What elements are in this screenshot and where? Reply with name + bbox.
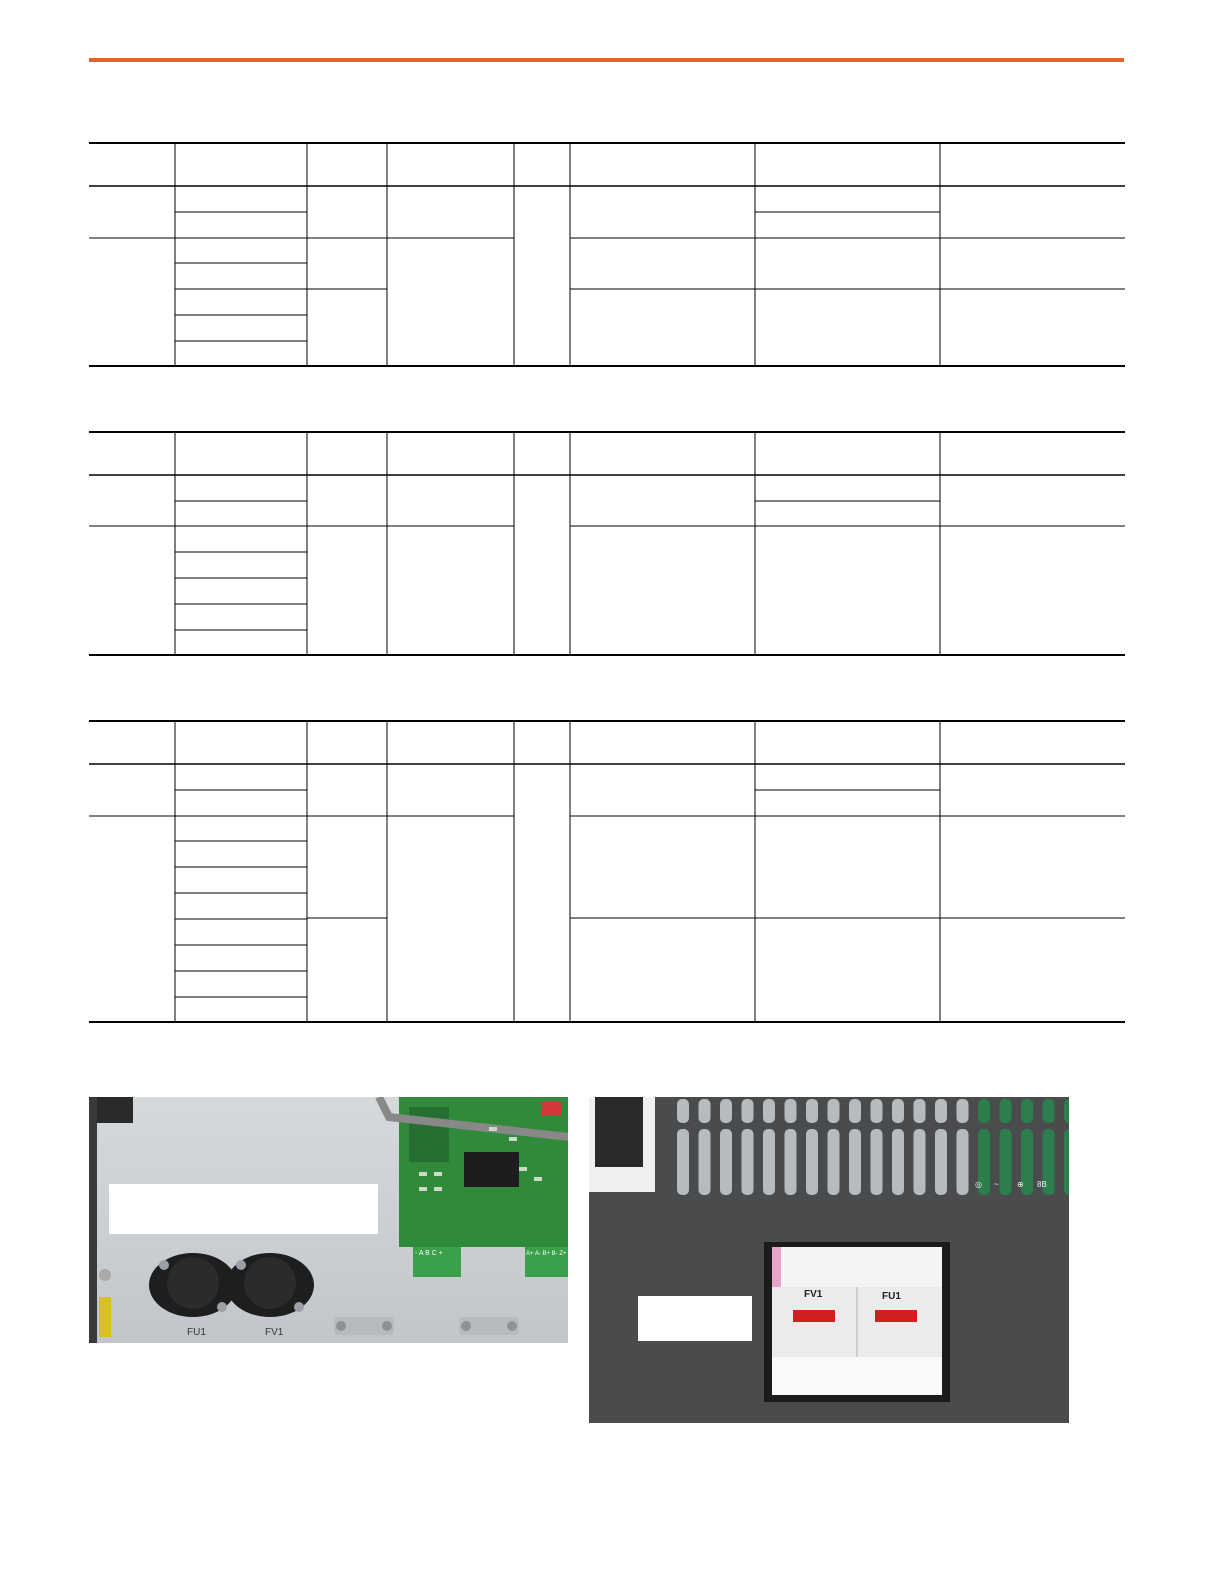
vent-slot xyxy=(957,1129,969,1195)
vent-mark: ⊕ xyxy=(1017,1180,1024,1189)
vent-slot xyxy=(935,1099,947,1123)
label-fu1: FU1 xyxy=(187,1327,206,1338)
accent-rule xyxy=(89,58,1124,62)
vent-slot xyxy=(806,1099,818,1123)
vent-slot xyxy=(763,1099,775,1123)
table-1-grid xyxy=(89,142,1125,368)
vent-slot xyxy=(849,1129,861,1195)
vent-slot xyxy=(892,1099,904,1123)
vent-slot xyxy=(1000,1099,1012,1123)
vent-slot xyxy=(871,1129,883,1195)
vent-slot xyxy=(720,1129,732,1195)
fuse-holder-fv1 xyxy=(226,1253,314,1317)
left-fuse-photo xyxy=(89,1097,568,1343)
vent-slot xyxy=(914,1099,926,1123)
label-fv1: FV1 xyxy=(804,1289,823,1300)
vent-slot xyxy=(677,1129,689,1195)
vent-slot xyxy=(849,1099,861,1123)
vent-slot xyxy=(742,1099,754,1123)
ground-lug xyxy=(99,1269,111,1337)
vent-slot xyxy=(828,1129,840,1195)
right-fuse-photo xyxy=(589,1097,1069,1423)
callout-box xyxy=(109,1184,378,1234)
fuse-indicator-fv1 xyxy=(793,1310,835,1322)
table-2-grid xyxy=(89,431,1125,657)
vent-slot xyxy=(1064,1129,1069,1195)
vent-slot xyxy=(720,1099,732,1123)
cable-clamp xyxy=(459,1317,519,1335)
table-2 xyxy=(89,431,1125,657)
label-fv1: FV1 xyxy=(265,1327,284,1338)
cable-clamp xyxy=(334,1317,394,1335)
vent-slot xyxy=(935,1129,947,1195)
vent-slot xyxy=(871,1099,883,1123)
table-1 xyxy=(89,142,1125,368)
vent-slot xyxy=(978,1099,990,1123)
vent-slot xyxy=(785,1099,797,1123)
terminal-label-ab: A+ A- B+ B- Z+ xyxy=(526,1251,567,1257)
vent-slot xyxy=(677,1099,689,1123)
vent-mark: ~ xyxy=(994,1180,999,1189)
table-3-grid xyxy=(89,720,1125,1024)
vent-slot xyxy=(1000,1129,1012,1195)
callout-box xyxy=(638,1296,752,1341)
vent-slot xyxy=(1021,1099,1033,1123)
vent-mark: ◎ xyxy=(975,1180,982,1189)
vent-slot xyxy=(763,1129,775,1195)
label-fu1: FU1 xyxy=(882,1291,901,1302)
terminal-label-abc: - A B C + xyxy=(415,1250,443,1257)
vent-slot xyxy=(806,1129,818,1195)
fuse-block xyxy=(764,1242,950,1402)
vent-slot xyxy=(828,1099,840,1123)
vent-slot xyxy=(699,1099,711,1123)
vent-slot xyxy=(785,1129,797,1195)
vent-slot xyxy=(892,1129,904,1195)
vent-slot xyxy=(1043,1099,1055,1123)
vent-slot xyxy=(914,1129,926,1195)
vent-slot xyxy=(957,1099,969,1123)
vent-slot xyxy=(1064,1099,1069,1123)
fuse-indicator-fu1 xyxy=(875,1310,917,1322)
table-3 xyxy=(89,720,1125,1024)
vent-slot xyxy=(742,1129,754,1195)
fuse-holder-fu1 xyxy=(149,1253,237,1317)
vent-mark: 8B xyxy=(1037,1180,1047,1189)
vent-slot xyxy=(699,1129,711,1195)
